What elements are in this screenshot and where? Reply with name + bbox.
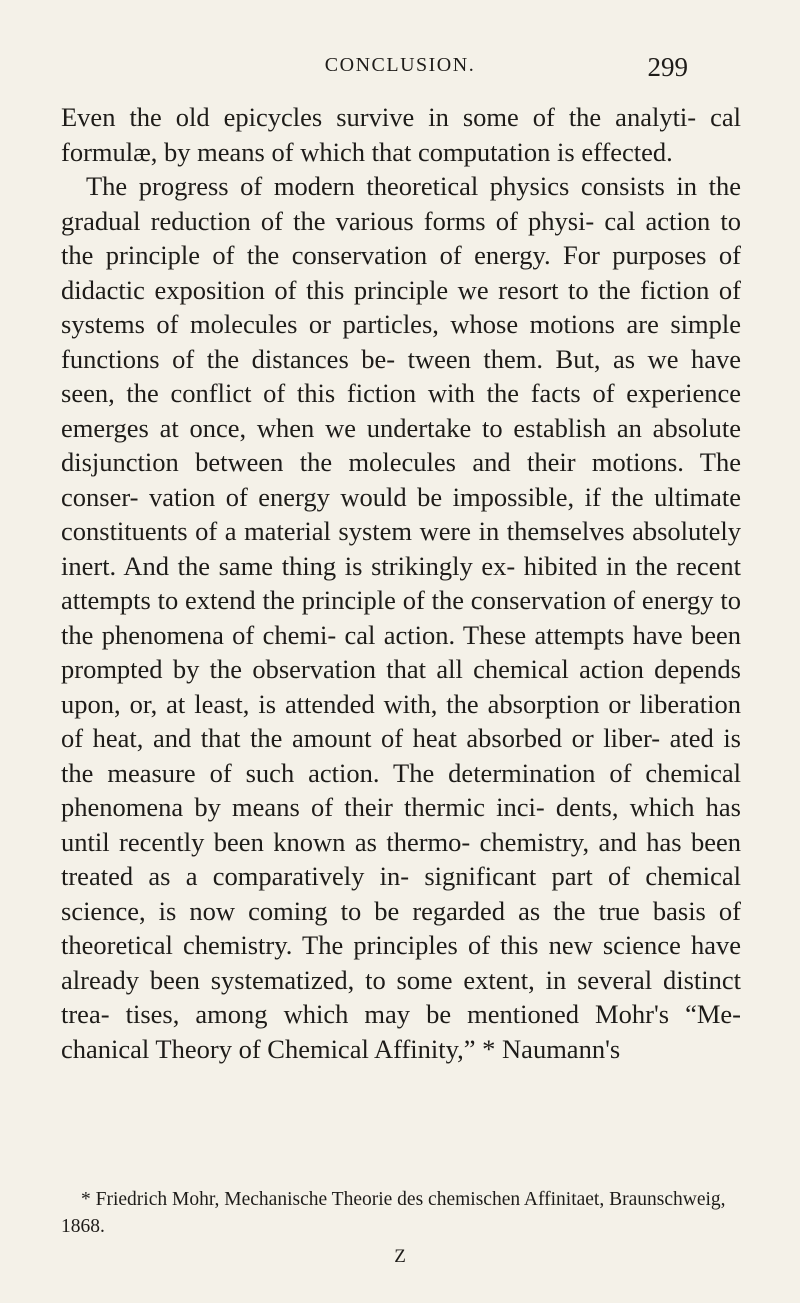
running-title: CONCLUSION.	[324, 54, 476, 76]
signature-mark: Z	[394, 1246, 406, 1267]
footnote: * Friedrich Mohr, Mechanische Theorie des chemischen Affinitaet, Braunschweig, 1868.	[61, 1189, 726, 1237]
page-number: 299	[647, 52, 688, 82]
running-head	[0, 52, 800, 92]
body-text	[61, 100, 741, 1066]
paragraph-epicycles: Even the old epicycles survive in some of the analyti- cal formulæ, by means of which that computation is effected.	[61, 102, 741, 167]
paragraph-theoretical-physics: The progress of modern theoretical physics consists in the gradual reduction of the various forms of physi- cal action to the principle of the conservation of energy. For purposes of didactic exposition of this principle we resort to the fiction of systems of molecules or particles, whose motions are simple functions of the distances be- tween them. But, as we have seen, the conflict of this fiction with the facts of experience emerges at once, when we undertake to establish an absolute disjunction between the molecules and their motions. The conser- vation of energy would be impossible, if the ultimate constituents of a material system were in themselves absolutely inert. And the same thing is strikingly ex- hibited in the recent attempts to extend the principle of the conservation of energy to the phenomena of chemi- cal action. These attempts have been prompted by the observation that all chemical action depends upon, or, at least, is attended with, the absorption or liberation of heat, and that the amount of heat absorbed or liber- ated is the measure of such action. The determination of chemical phenomena by means of their thermic inci- dents, which has until recently been known as thermo- chemistry, and has been treated as a comparatively in- significant part of chemical science, is now coming to be regarded as the true basis of theoretical chemistry. The principles of this new science have already been systematized, to some extent, in several distinct trea- tises, among which may be mentioned Mohr's “Me- chanical Theory of Chemical Affinity,” * Naumann's	[61, 171, 741, 1064]
